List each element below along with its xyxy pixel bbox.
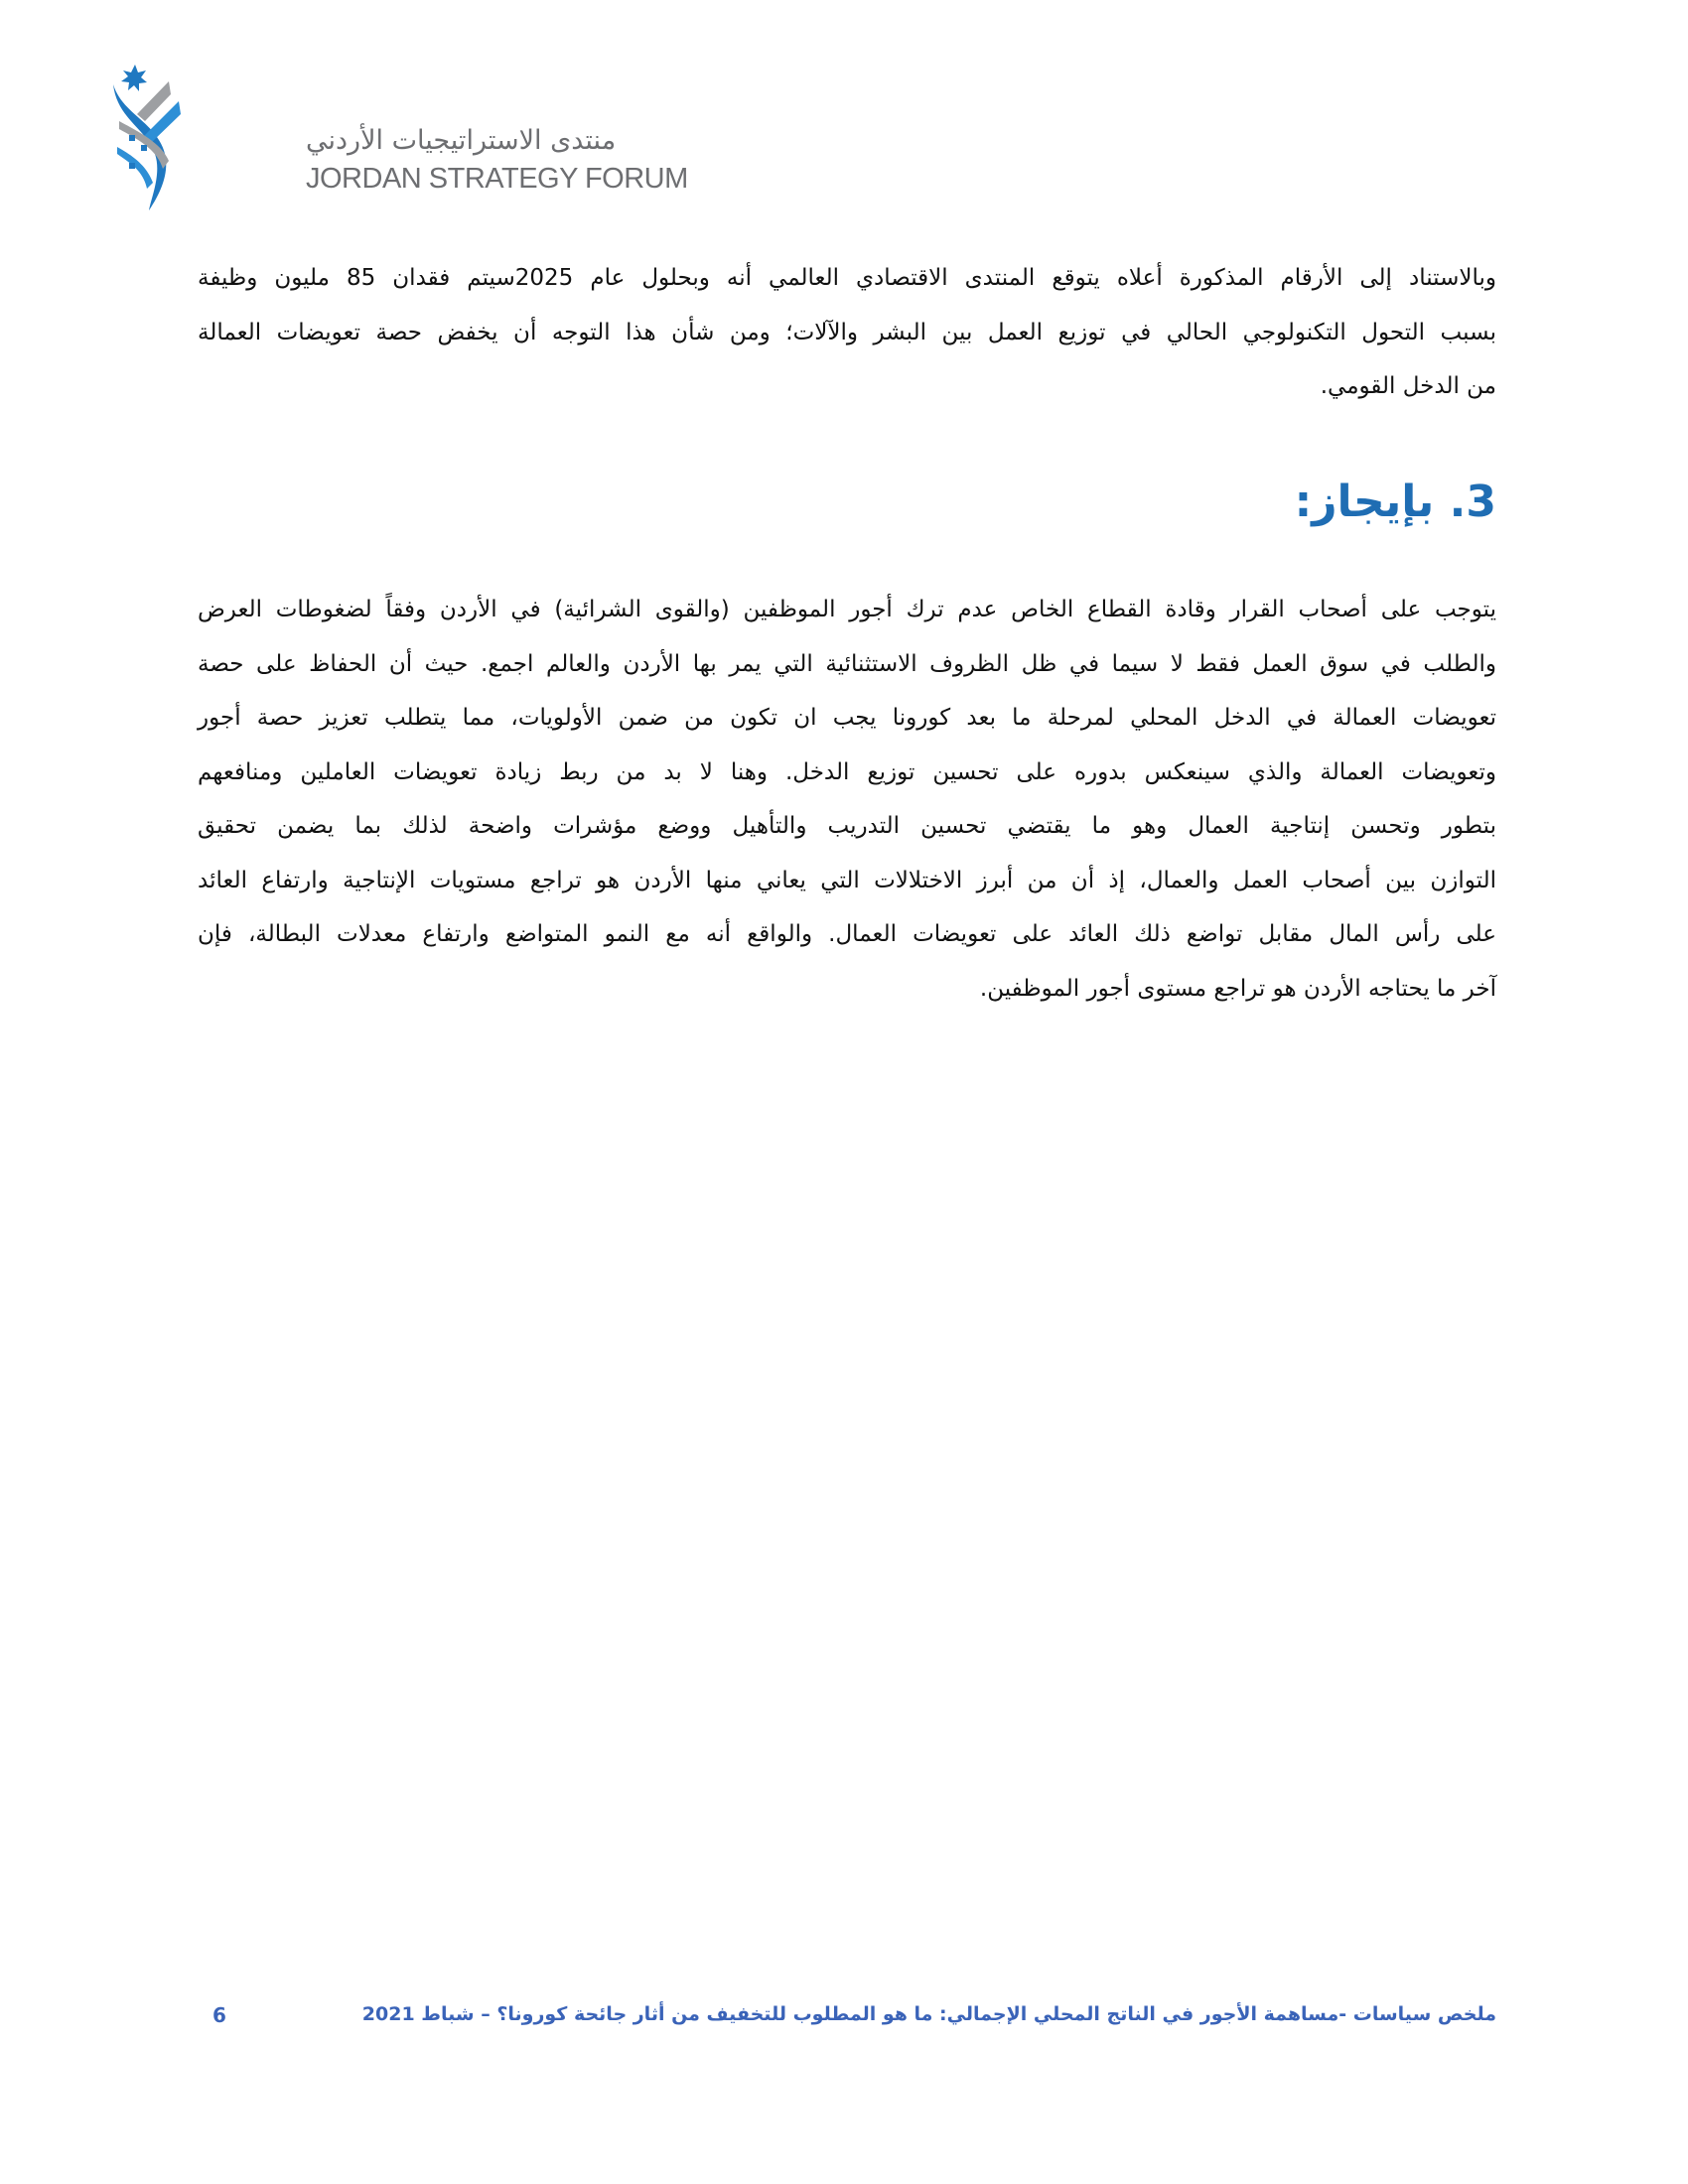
paragraph-line: يتوجب على أصحاب القرار وقادة القطاع الخاص عدم ترك أجور الموظفين (والقوى الشرائية) في الأردن وفقاً لضغوطات العرض	[198, 597, 1496, 622]
paragraph-line: التوازن بين أصحاب العمل والعمال، إذ أن من أبرز الاختلالات التي يعاني منها الأردن هو تراجع مستويات الإنتاجية وارتفاع العائد	[198, 867, 1496, 893]
paragraph-line: بتطور وتحسن إنتاجية العمال وهو ما يقتضي تحسين التدريب والتأهيل ووضع مؤشرات واضحة لذلك بما يضمن تحقيق	[198, 813, 1496, 839]
footer-title: ملخص سياسات -مساهمة الأجور في الناتج المحلي الإجمالي: ما هو المطلوب للتخفيف من أثار جائحة كورونا؟ – شباط 2021	[361, 2003, 1496, 2025]
paragraph-line: وبالاستناد إلى الأرقام المذكورة أعلاه يتوقع المنتدى الاقتصادي العالمي أنه وبحلول عام 2025سيتم فقدان 85 مليون وظيفة	[198, 265, 1496, 291]
logo-emblem-icon	[107, 60, 187, 218]
summary-paragraph	[198, 583, 1496, 1016]
logo-text-english: JORDAN STRATEGY FORUM	[306, 163, 688, 195]
page-number: 6	[212, 2003, 226, 2027]
logo-text-arabic: منتدى الاستراتيجيات الأردني	[306, 125, 617, 156]
paragraph-line: آخر ما يحتاجه الأردن هو تراجع مستوى أجور الموظفين.	[979, 975, 1496, 1002]
paragraph-line: تعويضات العمالة في الدخل المحلي لمرحلة ما بعد كورونا يجب ان تكون من ضمن الأولويات، مما يتطلب تعزيز حصة أجور	[198, 705, 1496, 731]
intro-paragraph	[198, 251, 1496, 414]
jordan-strategy-forum-logo	[107, 60, 688, 218]
paragraph-line: من الدخل القومي.	[1320, 373, 1496, 399]
paragraph-line: وتعويضات العمالة والذي سينعكس بدوره على تحسين توزيع الدخل. وهنا لا بد من ربط زيادة تعويضات العاملين ومنافعهم	[198, 758, 1496, 785]
paragraph-line: بسبب التحول التكنولوجي الحالي في توزيع العمل بين البشر والآلات؛ ومن شأن هذا التوجه أن يخفض حصة تعويضات العمالة	[198, 319, 1496, 345]
section-heading: 3. بإيجاز:	[1294, 477, 1496, 527]
paragraph-line: والطلب في سوق العمل فقط لا سيما في ظل الظروف الاستثنائية التي يمر بها الأردن والعالم اجمع. حيث أن الحفاظ على حصة	[198, 650, 1496, 677]
paragraph-line: على رأس المال مقابل تواضع ذلك العائد على تعويضات العمال. والواقع أنه مع النمو المتواضع وارتفاع معدلات البطالة، فإن	[198, 921, 1496, 947]
